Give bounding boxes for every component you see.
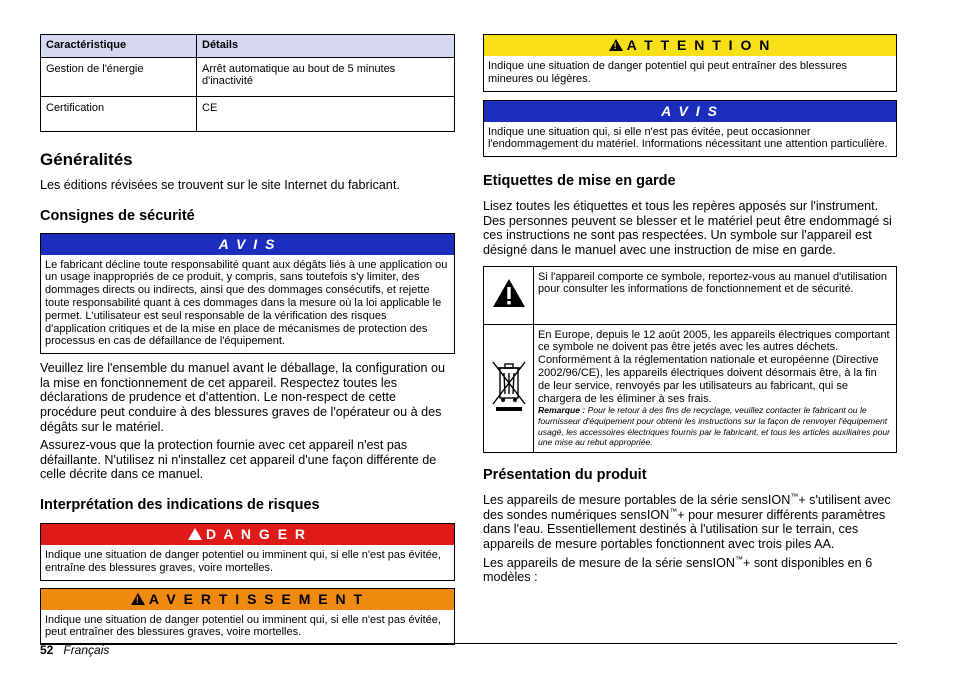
avis-box-risques — [483, 100, 897, 158]
avis-label: A V I S — [484, 101, 896, 122]
table-row — [41, 58, 455, 97]
text-run: + s'utilisent avec des sondes numériques sensION — [483, 493, 891, 522]
danger-label: D A N G E R — [205, 525, 308, 542]
avertissement-label: A V E R T I S S E M E N T — [148, 590, 365, 607]
spec-cell: CE — [197, 97, 455, 132]
symbol1-text: Si l'appareil comporte ce symbole, reportez-vous au manuel d'utilisation pour consulter les informations de fonctionnement et de sécurité. — [534, 266, 897, 324]
page-number: 52 — [40, 643, 54, 657]
warning-triangle-icon: ! — [188, 528, 202, 540]
avertissement-text: Indique une situation de danger potentiel ou imminent qui, si elle n'est pas évitée, peut entraîner des blessures graves, voire mortelles. — [45, 613, 441, 639]
danger-header — [41, 524, 454, 545]
danger-box — [40, 523, 455, 581]
warning-triangle-icon: ! — [131, 593, 145, 605]
symbol2-text: En Europe, depuis le 12 août 2005, les appareils électriques comportant ce symbole ne doivent pas être jetés avec les autres déchets. Conformément à la réglementation nationale et européenne (Directive 2002/96/CE), les appareils électriques doivent désormais être, à la fin de leur service, renvoyés par les utilisateurs au fabricant, qui se chargera de les éliminer à ses frais. — [538, 328, 890, 405]
section-title-securite: Consignes de sécurité — [40, 207, 195, 224]
section-title-risques: Interprétation des indications de risques — [40, 496, 320, 513]
avis-text: Indique une situation qui, si elle n'est pas évitée, peut occasionner l'endommagement du matériel. Informations nécessitant une attention particulière. — [488, 125, 888, 151]
spec-header-characteristic: Caractéristique — [41, 35, 197, 58]
text-run: + pour mesurer différents paramètres dans l'eau. Essentiellement destinés à l'utilisation sur le terrain, ces appareils de mesure portables fonctionnent avec trois piles AA. — [483, 507, 886, 551]
remarque-text: Pour le retour à des fins de recyclage, veuillez contacter le fabricant ou le fournisseur d'équipement pour obtenir les instructions sur la façon de renvoyer l'équipement usagé, les accessoires électriques fournis par le fabricant, et tous les articles auxiliaires pour une mise au rebut appropriée. — [538, 405, 891, 448]
attention-text: Indique une situation de danger potentiel qui peut entraîner des blessures mineures ou légères. — [488, 60, 847, 85]
securite-para2: Assurez-vous que la protection fournie avec cet appareil n'est pas défaillante. N'utilisez ni n'installez cet appareil d'une façon différente de celle décrite dans ce manuel. — [40, 438, 437, 482]
attention-label: A T T E N T I O N — [626, 37, 772, 53]
warning-triangle-icon — [492, 278, 526, 308]
generalites-text: Les éditions révisées se trouvent sur le site Internet du fabricant. — [40, 178, 400, 192]
page-footer — [40, 643, 109, 657]
symbol-cell — [484, 266, 534, 324]
trademark: ™ — [735, 554, 744, 564]
footer-divider — [40, 643, 897, 644]
avertissement-box — [40, 588, 455, 646]
attention-header — [484, 35, 896, 56]
spec-cell: Gestion de l'énergie — [41, 58, 197, 97]
danger-text: Indique une situation de danger potentiel ou imminent qui, si elle n'est pas évitée, entraîne des blessures graves, voire mortelles. — [45, 548, 441, 574]
trademark: ™ — [669, 506, 678, 516]
text-run: Les appareils de mesure de la série sensION — [483, 555, 736, 570]
right-column — [483, 34, 897, 585]
securite-para1: Veuillez lire l'ensemble du manuel avant le déballage, la configuration ou la mise en fonctionnement de cet appareil. Respectez toutes les déclarations de prudence et d'attention. Le non-respect de cette procédure peut conduire à des blessures graves de l'opérateur ou à des dégâts sur le matériel. — [40, 361, 445, 434]
table-row — [484, 266, 897, 324]
attention-box — [483, 34, 897, 92]
remarque-note — [538, 405, 892, 448]
spec-cell: Arrêt automatique au bout de 5 minutes d'inactivité — [197, 58, 455, 97]
spec-table-header — [41, 35, 455, 58]
text-run: + sont disponibles en 6 modèles : — [483, 555, 873, 585]
presentation-para1 — [483, 493, 897, 551]
trademark: ™ — [790, 491, 799, 501]
footer-language: Français — [63, 643, 110, 657]
symbol2-cell — [534, 324, 897, 453]
section-title-generalites: Généralités — [40, 150, 133, 169]
text-run: Les appareils de mesure portables de la série sensION — [483, 493, 791, 508]
remarque-label: Remarque : — [538, 405, 586, 416]
crossed-bin-icon — [491, 360, 527, 412]
spec-cell: Certification — [41, 97, 197, 132]
avis-box-securite — [40, 233, 455, 355]
section-title-etiquettes: Etiquettes de mise en garde — [483, 173, 676, 190]
presentation-para2 — [483, 556, 897, 585]
spec-table — [40, 34, 455, 132]
avertissement-header — [41, 589, 454, 610]
spec-header-details: Détails — [197, 35, 455, 58]
avis-label: A V I S — [41, 234, 454, 255]
symbol-table — [483, 266, 897, 454]
section-title-presentation: Présentation du produit — [483, 467, 647, 484]
symbol-cell — [484, 324, 534, 453]
left-column — [40, 34, 455, 645]
etiquettes-text: Lisez toutes les étiquettes et tous les repères apposés sur l'instrument. Des personnes peuvent se blesser et le matériel peut être endommagé si ces instructions ne sont pas respectées. Un symbole sur l'appareil est désigné dans le manuel avec une instruction de mise en garde. — [483, 199, 892, 257]
avis-text: Le fabricant décline toute responsabilité quant aux dégâts liés à une application ou un usage inappropriés de ce produit, y compris, sans toutefois s'y limiter, des dommages directs ou indirects, ainsi que des dommages consécutifs, et rejette toute responsabilité quant à ces dommages dans la mesure où la loi applicable le permet. L'utilisateur est seul responsable de la vérification des risques d'application critiques et de la mise en place de mécanismes de protection des processus en cas de défaillance de l'équipement. — [45, 258, 448, 348]
warning-triangle-icon: ! — [609, 39, 623, 51]
table-row — [41, 97, 455, 132]
table-row — [484, 324, 897, 453]
